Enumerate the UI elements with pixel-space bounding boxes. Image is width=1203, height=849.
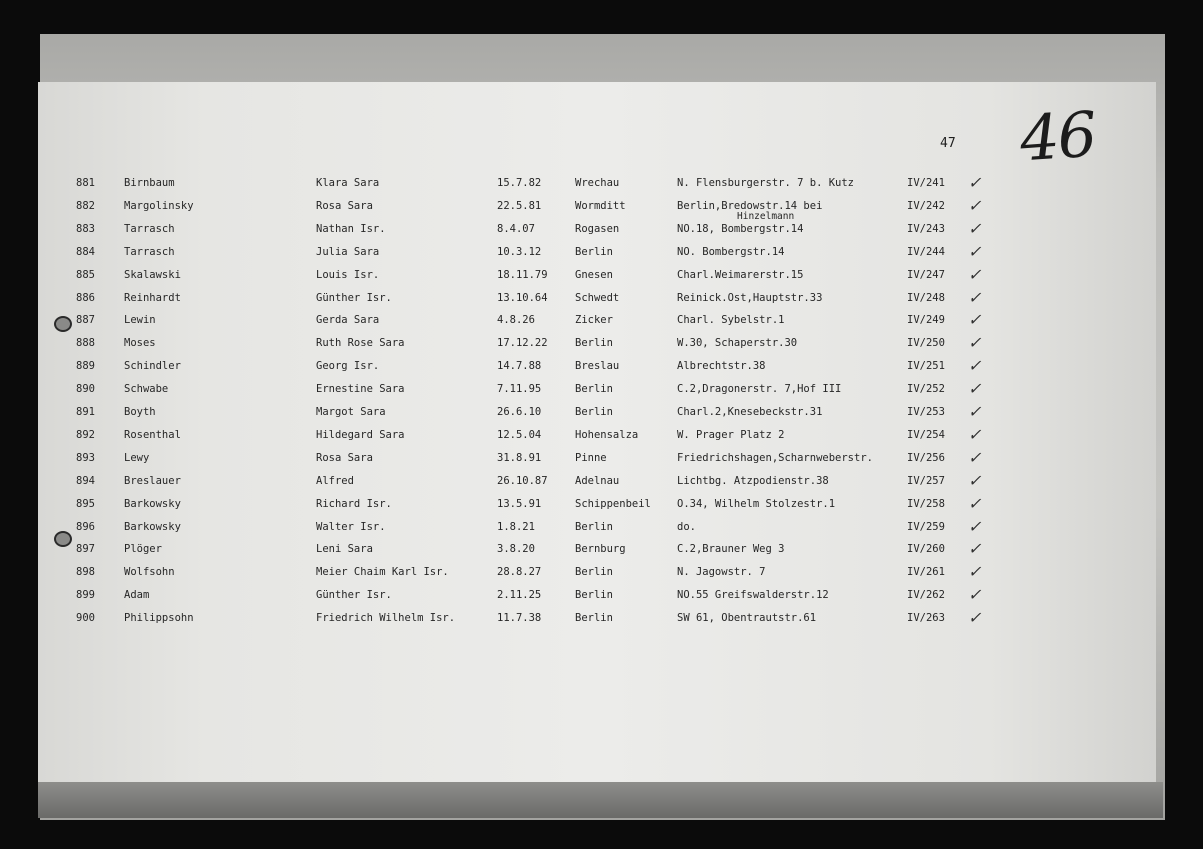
record-row	[0, 173, 1118, 197]
birth-date: 8.4.07	[497, 222, 535, 235]
check-mark: ✓	[968, 173, 982, 192]
birth-place: Hohensalza	[575, 428, 639, 441]
given-names: Günther Isr.	[316, 291, 392, 304]
birth-place: Zicker	[575, 314, 613, 327]
sheet-edge-shadow	[38, 782, 1163, 818]
birth-place: Rogasen	[575, 222, 620, 235]
check-mark: ✓	[968, 402, 982, 421]
surname: Margolinsky	[124, 199, 194, 212]
address: Reinick.Ost,Hauptstr.33	[677, 291, 823, 304]
given-names: Walter Isr.	[316, 520, 386, 533]
record-row	[0, 333, 1118, 357]
record-number: 892	[76, 428, 95, 441]
address-note: Hinzelmann	[737, 210, 795, 222]
address: NO.18, Bombergstr.14	[677, 222, 804, 235]
reference-number: IV/248	[907, 291, 945, 304]
check-mark: ✓	[968, 241, 982, 261]
surname: Boyth	[124, 406, 156, 418]
reference-number: IV/253	[907, 406, 945, 418]
given-names: Richard Isr.	[316, 497, 392, 510]
record-row	[0, 195, 1118, 222]
birth-place: Berlin	[575, 520, 613, 533]
address: SW 61, Obentrautstr.61	[677, 612, 817, 625]
birth-place: Berlin	[575, 383, 613, 396]
surname: Birnbaum	[124, 177, 175, 189]
address: do.	[677, 520, 696, 533]
surname: Tarrasch	[124, 245, 175, 258]
address: N. Jagowstr. 7	[677, 566, 766, 579]
address: Charl.2,Knesebeckstr.31	[677, 406, 823, 418]
check-mark: ✓	[968, 447, 982, 467]
record-row	[0, 470, 1118, 495]
check-mark: ✓	[968, 516, 982, 536]
record-row	[0, 608, 1118, 632]
check-mark: ✓	[968, 264, 982, 284]
birth-date: 28.8.27	[497, 566, 542, 579]
given-names: Günther Isr.	[316, 589, 392, 602]
birth-date: 26.6.10	[497, 406, 542, 418]
record-number: 883	[76, 222, 95, 235]
birth-date: 26.10.87	[497, 474, 548, 487]
check-mark: ✓	[968, 195, 982, 215]
birth-place: Schwedt	[575, 291, 620, 304]
record-row	[0, 424, 1118, 449]
birth-date: 2.11.25	[497, 589, 542, 602]
given-names: Klara Sara	[316, 177, 380, 189]
birth-place: Wrechau	[575, 177, 620, 189]
record-number: 891	[76, 406, 95, 418]
reference-number: IV/243	[907, 222, 945, 235]
surname: Schwabe	[124, 383, 169, 396]
birth-place: Berlin	[575, 337, 613, 350]
check-mark: ✓	[968, 585, 982, 605]
check-mark: ✓	[968, 539, 982, 559]
birth-date: 12.5.04	[497, 428, 542, 441]
surname: Barkowsky	[124, 520, 181, 533]
reference-number: IV/259	[907, 520, 945, 533]
record-row	[0, 447, 1118, 472]
reference-number: IV/242	[907, 199, 945, 212]
record-number: 895	[76, 497, 95, 510]
check-mark: ✓	[968, 218, 982, 238]
given-names: Gerda Sara	[316, 314, 380, 327]
surname: Moses	[124, 337, 156, 350]
record-number: 900	[76, 612, 95, 625]
birth-place: Berlin	[575, 245, 613, 258]
address: Friedrichshagen,Scharnweberstr.	[677, 451, 873, 464]
address: Berlin,Bredowstr.14 bei	[677, 199, 823, 212]
record-number: 898	[76, 566, 95, 579]
record-row	[0, 402, 1118, 426]
reference-number: IV/252	[907, 383, 945, 396]
birth-date: 11.7.38	[497, 612, 542, 625]
reference-number: IV/258	[907, 497, 945, 510]
given-names: Leni Sara	[316, 543, 373, 556]
given-names: Rosa Sara	[316, 199, 373, 212]
given-names: Friedrich Wilhelm Isr.	[316, 612, 456, 625]
given-names: Hildegard Sara	[316, 428, 405, 441]
reference-number: IV/254	[907, 428, 945, 441]
record-number: 896	[76, 520, 95, 533]
birth-date: 15.7.82	[497, 177, 542, 189]
check-mark: ✓	[968, 287, 982, 307]
birth-place: Breslau	[575, 360, 620, 373]
record-row	[0, 539, 1118, 563]
record-number: 882	[76, 199, 95, 212]
reference-number: IV/247	[907, 268, 945, 281]
surname: Wolfsohn	[124, 566, 175, 579]
reference-number: IV/256	[907, 451, 945, 464]
surname: Lewy	[124, 451, 150, 464]
record-number: 888	[76, 337, 95, 350]
surname: Tarrasch	[124, 222, 175, 235]
record-number: 893	[76, 451, 95, 464]
reference-number: IV/263	[907, 612, 945, 625]
record-row	[0, 585, 1118, 609]
record-number: 887	[76, 314, 95, 327]
birth-place: Berlin	[575, 406, 613, 418]
given-names: Georg Isr.	[316, 360, 380, 373]
given-names: Ruth Rose Sara	[316, 337, 405, 350]
reference-number: IV/249	[907, 314, 945, 327]
record-row	[0, 516, 1118, 541]
record-row	[0, 562, 1118, 586]
given-names: Ernestine Sara	[316, 383, 405, 396]
birth-date: 1.8.21	[497, 520, 535, 533]
document-page	[38, 82, 1156, 782]
birth-place: Berlin	[575, 566, 613, 579]
birth-date: 14.7.88	[497, 360, 542, 373]
address: W. Prager Platz 2	[677, 428, 785, 441]
address: Lichtbg. Atzpodienstr.38	[677, 474, 829, 487]
given-names: Alfred	[316, 474, 354, 487]
birth-date: 18.11.79	[497, 268, 548, 281]
record-row	[0, 356, 1118, 380]
address: NO.55 Greifswalderstr.12	[677, 589, 829, 602]
punch-hole-mark	[54, 316, 72, 332]
birth-place: Berlin	[575, 589, 613, 602]
record-row	[0, 264, 1118, 289]
check-mark: ✓	[968, 333, 982, 353]
address: N. Flensburgerstr. 7 b. Kutz	[677, 177, 855, 189]
check-mark: ✓	[968, 356, 982, 376]
birth-place: Wormditt	[575, 199, 626, 212]
surname: Reinhardt	[124, 291, 181, 304]
check-mark: ✓	[968, 379, 982, 399]
reference-number: IV/251	[907, 360, 945, 373]
birth-date: 4.8.26	[497, 314, 535, 327]
record-number: 885	[76, 268, 95, 281]
record-row	[0, 493, 1118, 518]
birth-date: 22.5.81	[497, 199, 542, 212]
page-number: 47	[940, 136, 956, 151]
address: NO. Bombergstr.14	[677, 245, 785, 258]
record-row	[0, 379, 1118, 403]
birth-date: 13.5.91	[497, 497, 542, 510]
birth-date: 13.10.64	[497, 291, 548, 304]
record-number: 894	[76, 474, 95, 487]
record-row	[0, 310, 1118, 334]
handwritten-page-number: 46	[1017, 97, 1098, 176]
record-number: 890	[76, 383, 95, 396]
birth-place: Berlin	[575, 612, 613, 625]
surname: Adam	[124, 589, 150, 602]
birth-date: 7.11.95	[497, 383, 542, 396]
given-names: Julia Sara	[316, 245, 380, 258]
surname: Schindler	[124, 360, 181, 373]
birth-place: Gnesen	[575, 268, 613, 281]
address: Charl. Sybelstr.1	[677, 314, 785, 327]
birth-date: 3.8.20	[497, 543, 535, 556]
reference-number: IV/261	[907, 566, 945, 579]
surname: Barkowsky	[124, 497, 181, 510]
surname: Rosenthal	[124, 428, 181, 441]
given-names: Louis Isr.	[316, 268, 380, 281]
check-mark: ✓	[968, 493, 982, 513]
record-number: 889	[76, 360, 95, 373]
birth-date: 10.3.12	[497, 245, 542, 258]
surname: Philippsohn	[124, 612, 194, 625]
address: Charl.Weimarerstr.15	[677, 268, 804, 281]
reference-number: IV/244	[907, 245, 945, 258]
birth-date: 31.8.91	[497, 451, 542, 464]
birth-place: Pinne	[575, 451, 607, 464]
given-names: Meier Chaim Karl Isr.	[316, 566, 449, 579]
check-mark: ✓	[968, 562, 982, 582]
given-names: Rosa Sara	[316, 451, 373, 464]
reference-number: IV/260	[907, 543, 945, 556]
address: Albrechtstr.38	[677, 360, 766, 373]
surname: Breslauer	[124, 474, 181, 487]
punch-hole-mark	[54, 531, 72, 547]
reference-number: IV/241	[907, 177, 945, 189]
check-mark: ✓	[968, 608, 982, 628]
record-row	[0, 287, 1118, 312]
birth-place: Adelnau	[575, 474, 620, 487]
surname: Plöger	[124, 543, 162, 556]
check-mark: ✓	[968, 470, 982, 490]
given-names: Nathan Isr.	[316, 222, 386, 235]
record-number: 899	[76, 589, 95, 602]
surname: Skalawski	[124, 268, 181, 281]
record-row	[0, 241, 1118, 266]
surname: Lewin	[124, 314, 156, 327]
record-number: 897	[76, 543, 95, 556]
reference-number: IV/257	[907, 474, 945, 487]
address: C.2,Brauner Weg 3	[677, 543, 785, 556]
check-mark: ✓	[968, 310, 982, 330]
check-mark: ✓	[968, 424, 982, 444]
address: O.34, Wilhelm Stolzestr.1	[677, 497, 836, 510]
given-names: Margot Sara	[316, 406, 386, 418]
record-number: 886	[76, 291, 95, 304]
record-row	[0, 218, 1118, 243]
address: C.2,Dragonerstr. 7,Hof III	[677, 383, 842, 396]
birth-place: Bernburg	[575, 543, 626, 556]
reference-number: IV/250	[907, 337, 945, 350]
reference-number: IV/262	[907, 589, 945, 602]
address: W.30, Schaperstr.30	[677, 337, 798, 350]
record-number: 881	[76, 177, 95, 189]
birth-date: 17.12.22	[497, 337, 548, 350]
record-number: 884	[76, 245, 95, 258]
birth-place: Schippenbeil	[575, 497, 651, 510]
